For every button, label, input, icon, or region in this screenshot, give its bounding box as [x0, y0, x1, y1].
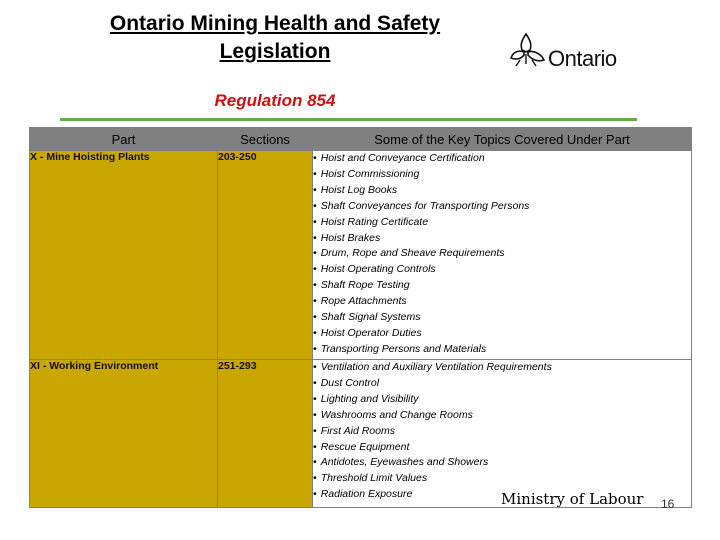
list-item: • Hoist Log Books: [313, 183, 398, 196]
slide-subtitle: Regulation 854: [214, 91, 336, 110]
topic-list: [313, 151, 691, 358]
list-item: • Transporting Persons and Materials: [313, 342, 487, 355]
title-line-1: Ontario Mining Health and Safety: [109, 12, 441, 35]
table-row: [30, 360, 692, 508]
list-item: • Shaft Rope Testing: [313, 279, 410, 292]
list-item: • Hoist Brakes: [313, 231, 381, 244]
list-item: • First Aid Rooms: [313, 424, 395, 437]
list-item: • Lighting and Visibility: [313, 392, 419, 405]
logo-wordmark: Ontario: [548, 46, 617, 71]
column-header-topics: Some of the Key Topics Covered Under Part: [313, 128, 692, 151]
title-line-2: Legislation: [219, 40, 331, 63]
sections-cell: 251-293: [218, 360, 313, 508]
table-row: [30, 151, 692, 360]
list-item: • Ventilation and Auxiliary Ventilation Requirements: [313, 361, 552, 373]
trillium-icon: [508, 30, 548, 76]
list-item: • Shaft Conveyances for Transporting Persons: [313, 199, 530, 212]
part-cell: X - Mine Hoisting Plants: [30, 151, 218, 360]
column-header-sections: Sections: [218, 128, 313, 151]
ontario-logo: [508, 30, 638, 76]
column-header-part: Part: [30, 128, 218, 151]
list-item: • Radiation Exposure: [313, 488, 413, 501]
topic-list: [313, 360, 691, 503]
list-item: • Rope Attachments: [313, 295, 407, 308]
topics-cell: [313, 360, 692, 508]
list-item: • Hoist Operating Controls: [313, 263, 436, 276]
list-item: • Hoist and Conveyance Certification: [313, 152, 485, 164]
sections-cell: 203-250: [218, 151, 313, 360]
list-item: • Hoist Rating Certificate: [313, 215, 429, 228]
list-item: • Hoist Operator Duties: [313, 326, 422, 339]
topics-cell: [313, 151, 692, 360]
list-item: • Threshold Limit Values: [313, 472, 428, 485]
footer-ministry: Ministry of Labour: [501, 490, 644, 508]
list-item: • Dust Control: [313, 376, 380, 389]
list-item: • Rescue Equipment: [313, 440, 410, 453]
table-header-row: [30, 128, 692, 151]
list-item: • Washrooms and Change Rooms: [313, 408, 473, 421]
list-item: • Drum, Rope and Sheave Requirements: [313, 247, 505, 260]
list-item: • Antidotes, Eyewashes and Showers: [313, 456, 489, 469]
list-item: • Shaft Signal Systems: [313, 311, 421, 324]
slide-title: [60, 10, 490, 66]
list-item: • Hoist Commissioning: [313, 167, 420, 180]
regulation-table: [29, 127, 692, 508]
page-number: 16: [661, 497, 675, 511]
divider-rule: [60, 118, 637, 121]
part-cell: XI - Working Environment: [30, 360, 218, 508]
